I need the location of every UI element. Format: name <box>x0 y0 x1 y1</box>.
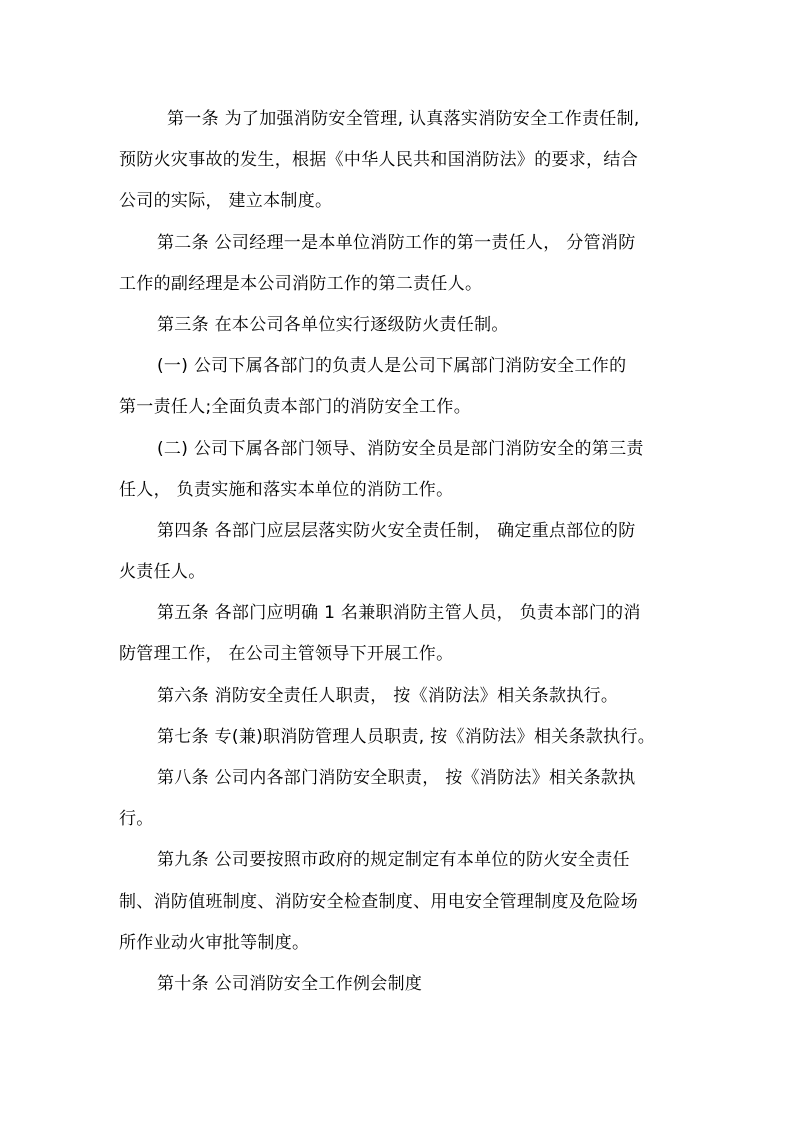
paragraph-article-4 <box>119 513 679 595</box>
document-body <box>119 101 679 1007</box>
text-line: 第二条 公司经理一是本单位消防工作的第一责任人， 分管消防 <box>157 232 636 253</box>
text-line: 第七条 专(兼)职消防管理人员职责, 按《消防法》相关条款执行。 <box>157 726 656 747</box>
paragraph-article-7 <box>119 719 679 760</box>
text-line: 第一条 为了加强消防安全管理, 认真落实消防安全工作责任制, <box>167 109 640 129</box>
text-line: 第一责任人;全面负责本部门的消防安全工作。 <box>119 397 472 418</box>
paragraph-item-1 <box>119 348 679 430</box>
text-line: 火责任人。 <box>119 562 206 583</box>
text-line: (二) 公司下属各部门领导、消防安全员是部门消防安全的第三责 <box>157 438 644 459</box>
text-line: (一) 公司下属各部门的负责人是公司下属部门消防安全工作的 <box>157 356 627 377</box>
text-line: 防管理工作， 在公司主管领导下开展工作。 <box>119 644 454 665</box>
text-line: 第五条 各部门应明确 1 名兼职消防主管人员， 负责本部门的消 <box>157 603 641 624</box>
paragraph-article-1 <box>119 101 679 225</box>
text-line: 第六条 消防安全责任人职责， 按《消防法》相关条款执行。 <box>157 685 619 706</box>
paragraph-article-6 <box>119 678 679 719</box>
paragraph-article-2 <box>119 225 679 307</box>
text-line: 工作的副经理是本公司消防工作的第二责任人。 <box>119 273 483 294</box>
text-line: 第九条 公司要按照市政府的规定制定有本单位的防火安全责任 <box>157 850 630 871</box>
paragraph-article-10 <box>119 966 679 1007</box>
paragraph-article-8 <box>119 760 679 842</box>
text-line: 行。 <box>119 809 154 830</box>
text-line: 任人， 负责实施和落实本单位的消防工作。 <box>119 479 454 500</box>
text-line: 第四条 各部门应层层落实防火安全责任制， 确定重点部位的防 <box>157 520 636 541</box>
text-line: 第十条 公司消防安全工作例会制度 <box>157 973 423 994</box>
text-line: 第三条 在本公司各单位实行逐级防火责任制。 <box>157 314 509 335</box>
text-line: 公司的实际， 建立本制度。 <box>119 191 333 212</box>
paragraph-item-2 <box>119 431 679 513</box>
text-line: 预防火灾事故的发生，根据《中华人民共和国消防法》的要求，结合 <box>119 150 638 171</box>
paragraph-article-9 <box>119 842 679 966</box>
text-line: 所作业动火审批等制度。 <box>119 932 310 953</box>
text-line: 第八条 公司内各部门消防安全职责， 按《消防法》相关条款执 <box>157 768 636 788</box>
paragraph-article-3 <box>119 307 679 348</box>
text-line: 制、消防值班制度、消防安全检查制度、用电安全管理制度及危险场 <box>119 891 638 912</box>
paragraph-article-5 <box>119 595 679 677</box>
